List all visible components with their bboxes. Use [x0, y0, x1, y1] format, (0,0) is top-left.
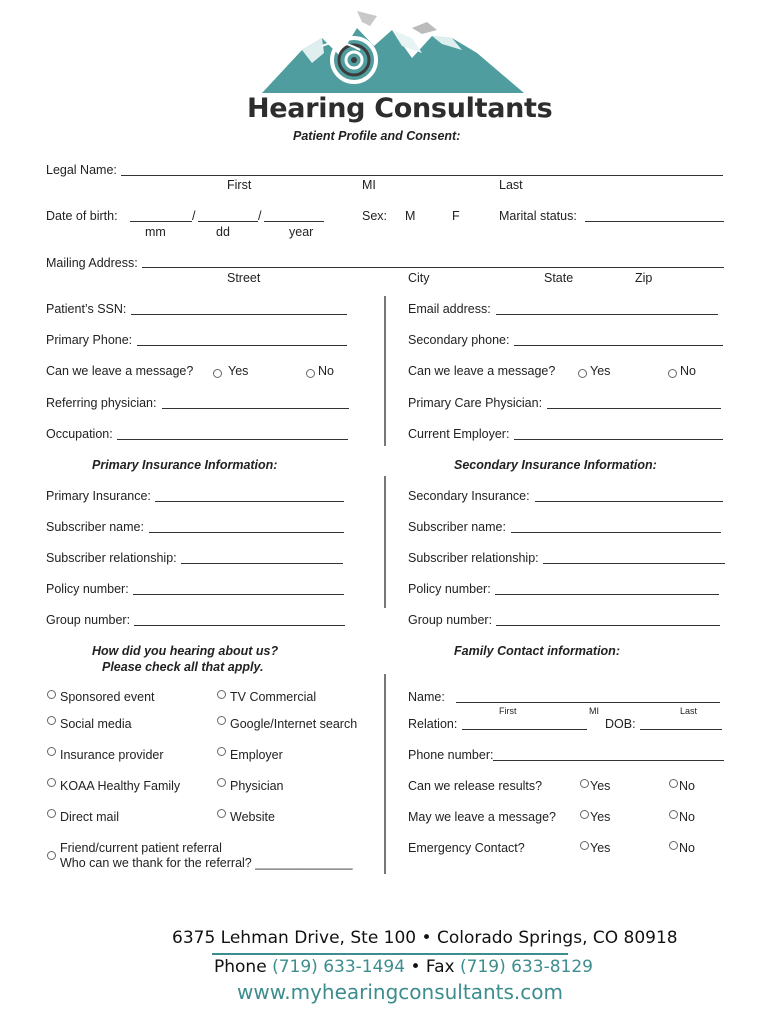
primary-subscriber-relationship-field[interactable]: [181, 563, 343, 564]
family-dob-field[interactable]: [640, 729, 722, 730]
address-part-city: City: [408, 271, 430, 285]
footer-fax[interactable]: (719) 633-8129: [460, 957, 593, 977]
address-label: Mailing Address:: [46, 256, 138, 270]
dob-slash-1: /: [192, 209, 196, 223]
name-part-first: First: [227, 178, 252, 192]
right-message-no-label: No: [680, 364, 696, 378]
email-field[interactable]: [496, 314, 718, 315]
referral-option: Google/Internet search: [230, 717, 358, 731]
employer-field[interactable]: [514, 439, 723, 440]
referral-option: Social media: [60, 717, 132, 731]
footer-website-link[interactable]: www.myhearingconsultants.com: [237, 980, 563, 1004]
primary-group-field[interactable]: [134, 625, 345, 626]
pcp-field[interactable]: [547, 408, 721, 409]
referral-friend-checkbox[interactable]: [47, 851, 56, 860]
occupation-label: Occupation:: [46, 427, 113, 441]
ssn-label: Patient’s SSN:: [46, 302, 127, 316]
sex-option-m[interactable]: M: [405, 209, 416, 223]
family-emergency-yes-label: Yes: [590, 841, 611, 855]
dob-mm-field[interactable]: [130, 221, 192, 222]
right-message-yes-label: Yes: [590, 364, 611, 378]
ssn-field[interactable]: [131, 314, 347, 315]
primary-policy-field[interactable]: [133, 594, 344, 595]
family-name-field[interactable]: [456, 702, 720, 703]
referral-checkbox[interactable]: [217, 747, 226, 756]
referral-option: TV Commercial: [230, 690, 317, 704]
referral-option: Employer: [230, 748, 283, 762]
secondary-group-field[interactable]: [496, 625, 720, 626]
family-emergency-yes-radio[interactable]: [580, 841, 589, 850]
primary-insurance-field[interactable]: [155, 501, 344, 502]
secondary-group-label: Group number:: [408, 613, 493, 627]
email-label: Email address:: [408, 302, 491, 316]
referral-checkbox[interactable]: [217, 716, 226, 725]
dob-year-field[interactable]: [264, 221, 324, 222]
family-phone-field[interactable]: [493, 760, 724, 761]
dob-label: Date of birth:: [46, 209, 118, 223]
referral-option: KOAA Healthy Family: [60, 779, 181, 793]
secondary-subscriber-relationship-label: Subscriber relationship:: [408, 551, 539, 565]
name-part-last: Last: [499, 178, 523, 192]
referral-checkbox[interactable]: [47, 809, 56, 818]
secondary-policy-label: Policy number:: [408, 582, 491, 596]
secondary-subscriber-name-field[interactable]: [511, 532, 721, 533]
secondary-phone-label: Secondary phone:: [408, 333, 510, 347]
family-emergency-no-radio[interactable]: [669, 841, 678, 850]
footer-contact: [214, 957, 593, 977]
primary-subscriber-name-field[interactable]: [149, 532, 344, 533]
family-message-label: May we leave a message?: [408, 810, 556, 824]
family-dob-label: DOB:: [605, 717, 636, 731]
family-name-part-mi: MI: [589, 706, 599, 716]
referral-option: Direct mail: [60, 810, 120, 824]
left-message-yes-radio[interactable]: [213, 369, 222, 378]
referral-heading-line2: Please check all that apply.: [102, 660, 264, 674]
secondary-subscriber-relationship-field[interactable]: [543, 563, 725, 564]
primary-phone-label: Primary Phone:: [46, 333, 133, 347]
form-title: Patient Profile and Consent:: [293, 129, 461, 143]
family-emergency-label: Emergency Contact?: [408, 841, 525, 855]
dob-dd-field[interactable]: [198, 221, 258, 222]
family-relation-label: Relation:: [408, 717, 458, 731]
referral-option: Website: [230, 810, 275, 824]
pcp-label: Primary Care Physician:: [408, 396, 543, 410]
family-emergency-no-label: No: [679, 841, 695, 855]
family-release-no-radio[interactable]: [669, 779, 678, 788]
family-release-no-label: No: [679, 779, 695, 793]
referral-option: Sponsored event: [60, 690, 155, 704]
referral-option: Insurance provider: [60, 748, 164, 762]
referral-checkbox[interactable]: [217, 809, 226, 818]
referral-checkbox[interactable]: [217, 690, 226, 699]
right-message-yes-radio[interactable]: [578, 369, 587, 378]
dob-part-mm: mm: [145, 225, 166, 239]
secondary-subscriber-name-label: Subscriber name:: [408, 520, 506, 534]
dob-part-year: year: [289, 225, 314, 239]
legal-name-label: Legal Name:: [46, 163, 117, 177]
referral-checkbox[interactable]: [47, 716, 56, 725]
family-message-no-label: No: [679, 810, 695, 824]
sex-label: Sex:: [362, 209, 388, 223]
brand-name: Hearing Consultants: [247, 93, 553, 124]
referral-checkbox[interactable]: [47, 778, 56, 787]
footer-phone[interactable]: (719) 633-1494: [272, 957, 406, 977]
column-divider: [384, 296, 386, 446]
marital-field[interactable]: [585, 221, 724, 222]
secondary-phone-field[interactable]: [514, 345, 723, 346]
family-release-label: Can we release results?: [408, 779, 543, 793]
family-phone-label: Phone number:: [408, 748, 494, 762]
sex-option-f[interactable]: F: [452, 209, 460, 223]
right-message-label: Can we leave a message?: [408, 364, 556, 378]
family-name-label: Name:: [408, 690, 445, 704]
column-divider: [384, 476, 386, 608]
family-release-yes-radio[interactable]: [580, 779, 589, 788]
primary-subscriber-name-label: Subscriber name:: [46, 520, 144, 534]
occupation-field[interactable]: [117, 439, 348, 440]
family-message-yes-label: Yes: [590, 810, 611, 824]
footer-rule: [212, 953, 568, 955]
family-heading: Family Contact information:: [454, 644, 620, 658]
primary-group-label: Group number:: [46, 613, 131, 627]
secondary-insurance-heading: Secondary Insurance Information:: [454, 458, 657, 472]
referring-field[interactable]: [162, 408, 349, 409]
referring-label: Referring physician:: [46, 396, 157, 410]
address-part-street: Street: [227, 271, 261, 285]
family-name-part-first: First: [499, 706, 517, 716]
referral-option: Physician: [230, 779, 284, 793]
referral-checkbox[interactable]: [47, 690, 56, 699]
footer-phone-prefix: Phone: [214, 957, 267, 977]
address-part-zip: Zip: [635, 271, 653, 285]
primary-insurance-heading: Primary Insurance Information:: [92, 458, 278, 472]
primary-subscriber-relationship-label: Subscriber relationship:: [46, 551, 177, 565]
secondary-policy-field[interactable]: [495, 594, 719, 595]
family-release-yes-label: Yes: [590, 779, 611, 793]
referral-friend-line1: Friend/current patient referral: [60, 841, 222, 855]
address-part-state: State: [544, 271, 574, 285]
family-name-part-last: Last: [680, 706, 698, 716]
primary-phone-field[interactable]: [137, 345, 347, 346]
marital-label: Marital status:: [499, 209, 577, 223]
primary-policy-label: Policy number:: [46, 582, 129, 596]
legal-name-field[interactable]: [121, 175, 723, 176]
dob-slash-2: /: [258, 209, 262, 223]
referral-checkbox[interactable]: [217, 778, 226, 787]
referral-heading-line1: How did you hearing about us?: [92, 644, 279, 658]
left-message-label: Can we leave a message?: [46, 364, 194, 378]
family-message-no-radio[interactable]: [669, 810, 678, 819]
mountain-logo: [262, 8, 524, 96]
family-relation-field[interactable]: [462, 729, 587, 730]
left-message-yes-label: Yes: [228, 364, 249, 378]
left-message-no-radio[interactable]: [306, 369, 315, 378]
right-message-no-radio[interactable]: [668, 369, 677, 378]
secondary-insurance-field[interactable]: [535, 501, 723, 502]
column-divider: [384, 674, 386, 874]
left-message-no-label: No: [318, 364, 334, 378]
dob-part-dd: dd: [216, 225, 230, 239]
employer-label: Current Employer:: [408, 427, 510, 441]
footer-fax-prefix: • Fax: [410, 957, 455, 977]
address-field[interactable]: [142, 267, 724, 268]
name-part-mi: MI: [362, 178, 376, 192]
primary-insurance-label: Primary Insurance:: [46, 489, 151, 503]
referral-checkbox[interactable]: [47, 747, 56, 756]
family-message-yes-radio[interactable]: [580, 810, 589, 819]
referral-friend-line2: Who can we thank for the referral? ______________: [60, 856, 353, 870]
secondary-insurance-label: Secondary Insurance:: [408, 489, 530, 503]
footer-address: 6375 Lehman Drive, Ste 100 • Colorado Springs, CO 80918: [172, 928, 678, 948]
